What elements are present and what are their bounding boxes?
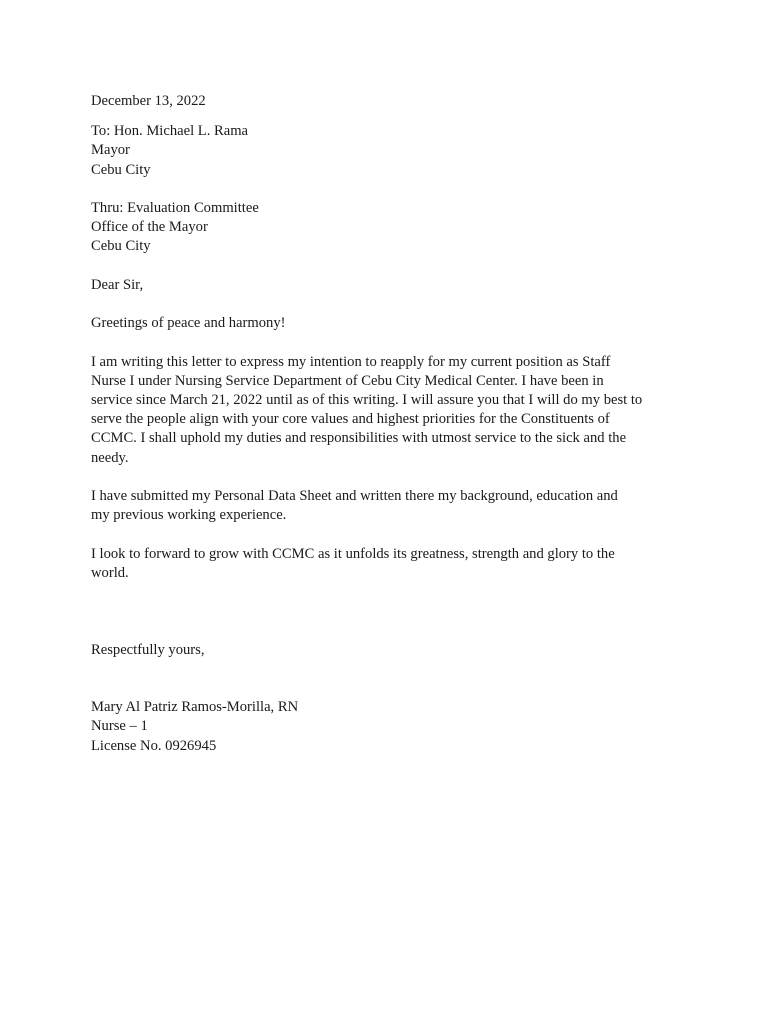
greeting xyxy=(91,314,671,333)
paragraph-line: I look to forward to grow with CCMC as it unfolds its greatness, strength and glory to the xyxy=(91,545,615,562)
recipient-line: Mayor xyxy=(91,142,130,159)
paragraph-line: I am writing this letter to express my intention to reapply for my current position as Staff xyxy=(91,353,611,370)
date-text: December 13, 2022 xyxy=(91,93,206,109)
salutation xyxy=(91,276,671,295)
recipient-block xyxy=(91,122,671,180)
closing-text: Respectfully yours, xyxy=(91,641,205,658)
thru-block xyxy=(91,199,671,257)
letter-body xyxy=(91,92,671,756)
greeting-text: Greetings of peace and harmony! xyxy=(91,315,286,332)
body-paragraph-1 xyxy=(91,353,671,468)
letter-date xyxy=(91,92,671,111)
recipient-line: To: Hon. Michael L. Rama xyxy=(91,123,249,140)
signer-title: Nurse – 1 xyxy=(91,718,148,735)
recipient-line: Cebu City xyxy=(91,161,151,178)
thru-line: Office of the Mayor xyxy=(91,219,208,236)
salutation-text: Dear Sir, xyxy=(91,276,144,293)
paragraph-line: service since March 21, 2022 until as of this writing. I will assure you that I will do my best to xyxy=(91,391,643,408)
paragraph-line: needy. xyxy=(91,449,129,466)
signer-name: Mary Al Patriz Ramos-Morilla, RN xyxy=(91,699,299,716)
signer-license: License No. 0926945 xyxy=(91,737,217,754)
paragraph-line: serve the people align with your core values and highest priorities for the Constituents of xyxy=(91,411,610,428)
thru-line: Thru: Evaluation Committee xyxy=(91,200,259,216)
thru-line: Cebu City xyxy=(91,238,151,255)
closing xyxy=(91,641,671,660)
paragraph-line: world. xyxy=(91,564,129,581)
paragraph-line: I have submitted my Personal Data Sheet and written there my background, education and xyxy=(91,487,618,504)
paragraph-line: CCMC. I shall uphold my duties and responsibilities with utmost service to the sick and the xyxy=(91,430,627,447)
body-paragraph-3 xyxy=(91,545,671,583)
paragraph-line: my previous working experience. xyxy=(91,507,287,524)
paragraph-line: Nurse I under Nursing Service Department of Cebu City Medical Center. I have been in xyxy=(91,372,604,389)
body-paragraph-2 xyxy=(91,487,671,525)
signature-block xyxy=(91,698,671,756)
